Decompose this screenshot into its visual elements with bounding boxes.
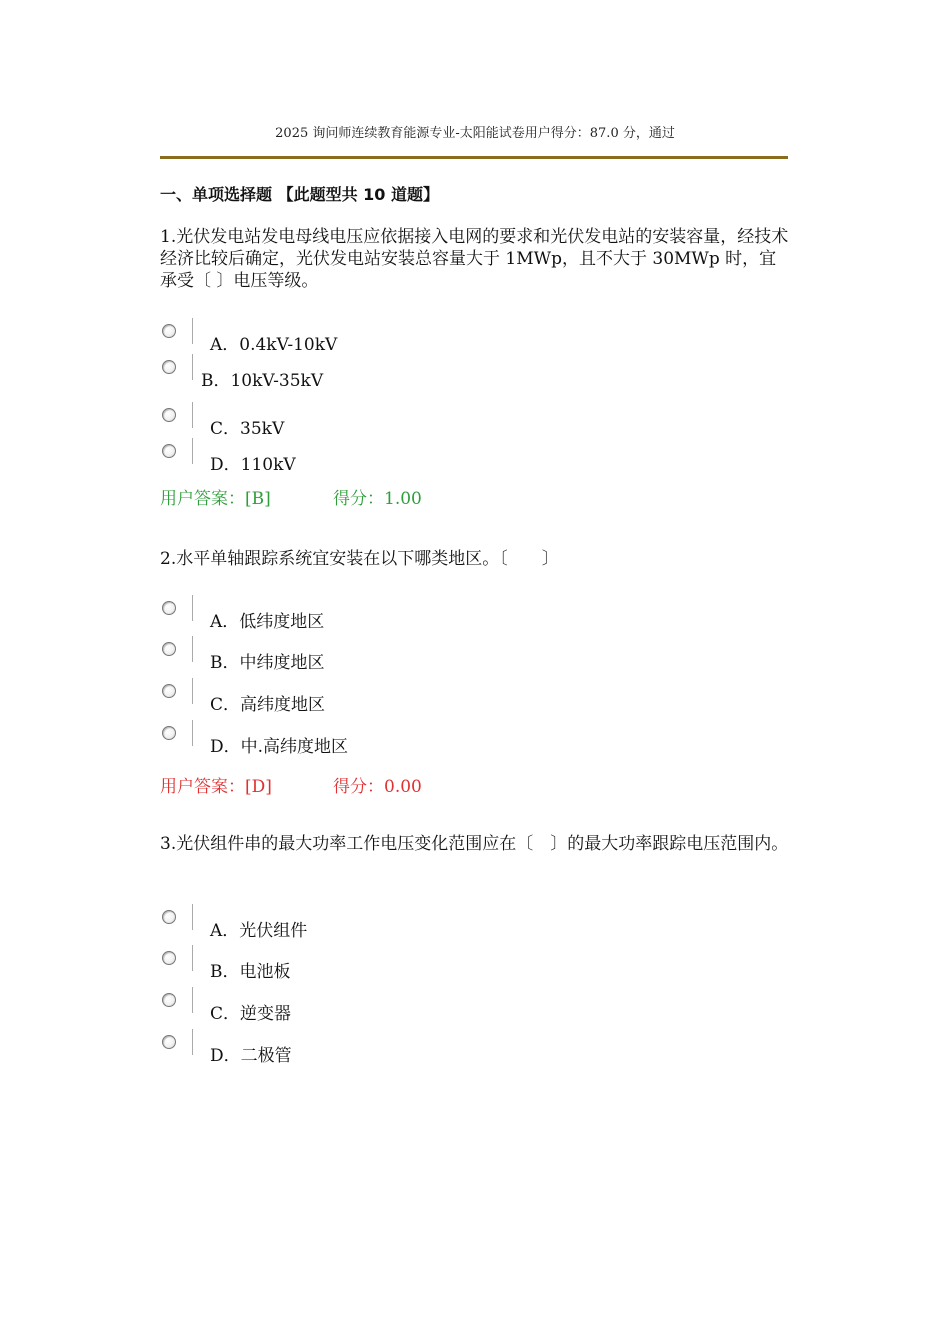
option-divider bbox=[192, 720, 193, 746]
question-2-text: 2.水平单轴跟踪系统宜安装在以下哪类地区。〔 〕 bbox=[160, 549, 559, 569]
option-divider bbox=[192, 678, 193, 704]
question-2-result bbox=[160, 772, 422, 797]
option-label: D．中.高纬度地区 bbox=[210, 737, 349, 757]
radio-icon[interactable] bbox=[162, 726, 176, 740]
option-label: A．0.4kV-10kV bbox=[210, 335, 338, 355]
option-label: D．二极管 bbox=[210, 1046, 292, 1066]
option-label: A．光伏组件 bbox=[210, 921, 308, 941]
option-label: B．中纬度地区 bbox=[210, 653, 325, 673]
radio-icon[interactable] bbox=[162, 642, 176, 656]
score: 得分：1.00 bbox=[333, 489, 422, 509]
section-title: 一、单项选择题 【此题型共 10 道题】 bbox=[160, 185, 439, 204]
option-label: C．高纬度地区 bbox=[210, 695, 326, 715]
option-label: D．110kV bbox=[210, 455, 296, 475]
option-divider bbox=[192, 354, 193, 380]
option-divider bbox=[192, 987, 193, 1013]
option-divider bbox=[192, 636, 193, 662]
question-3-text: 3.光伏组件串的最大功率工作电压变化范围应在〔 〕的最大功率跟踪电压范围内。 bbox=[160, 834, 789, 854]
question-1-result bbox=[160, 484, 422, 509]
radio-icon[interactable] bbox=[162, 444, 176, 458]
user-answer: 用户答案：[D] bbox=[160, 777, 272, 797]
option-divider bbox=[192, 438, 193, 464]
option-label: C．逆变器 bbox=[210, 1004, 292, 1024]
radio-icon[interactable] bbox=[162, 951, 176, 965]
header-divider bbox=[160, 156, 788, 159]
option-divider bbox=[192, 595, 193, 621]
option-divider bbox=[192, 945, 193, 971]
radio-icon[interactable] bbox=[162, 360, 176, 374]
question-1-text: 1.光伏发电站发电母线电压应依据接入电网的要求和光伏发电站的安装容量，经技术经济比较后确定，光伏发电站安装总容量大于 1MWp，且不大于 30MWp 时，宜承受〔 〕电压等级。 bbox=[160, 227, 789, 291]
option-divider bbox=[192, 402, 193, 428]
radio-icon[interactable] bbox=[162, 684, 176, 698]
option-divider bbox=[192, 1029, 193, 1055]
exam-header: 2025 询问师连续教育能源专业-太阳能试卷用户得分：87.0 分，通过 bbox=[275, 126, 675, 141]
radio-icon[interactable] bbox=[162, 1035, 176, 1049]
option-divider bbox=[192, 318, 193, 344]
radio-icon[interactable] bbox=[162, 993, 176, 1007]
option-label: C．35kV bbox=[210, 419, 285, 439]
option-label: B．电池板 bbox=[210, 962, 291, 982]
option-label: B．10kV-35kV bbox=[201, 371, 324, 391]
radio-icon[interactable] bbox=[162, 324, 176, 338]
radio-icon[interactable] bbox=[162, 910, 176, 924]
radio-icon[interactable] bbox=[162, 601, 176, 615]
user-answer: 用户答案：[B] bbox=[160, 489, 271, 509]
option-divider bbox=[192, 904, 193, 930]
option-label: A．低纬度地区 bbox=[210, 612, 325, 632]
score: 得分：0.00 bbox=[333, 777, 422, 797]
radio-icon[interactable] bbox=[162, 408, 176, 422]
